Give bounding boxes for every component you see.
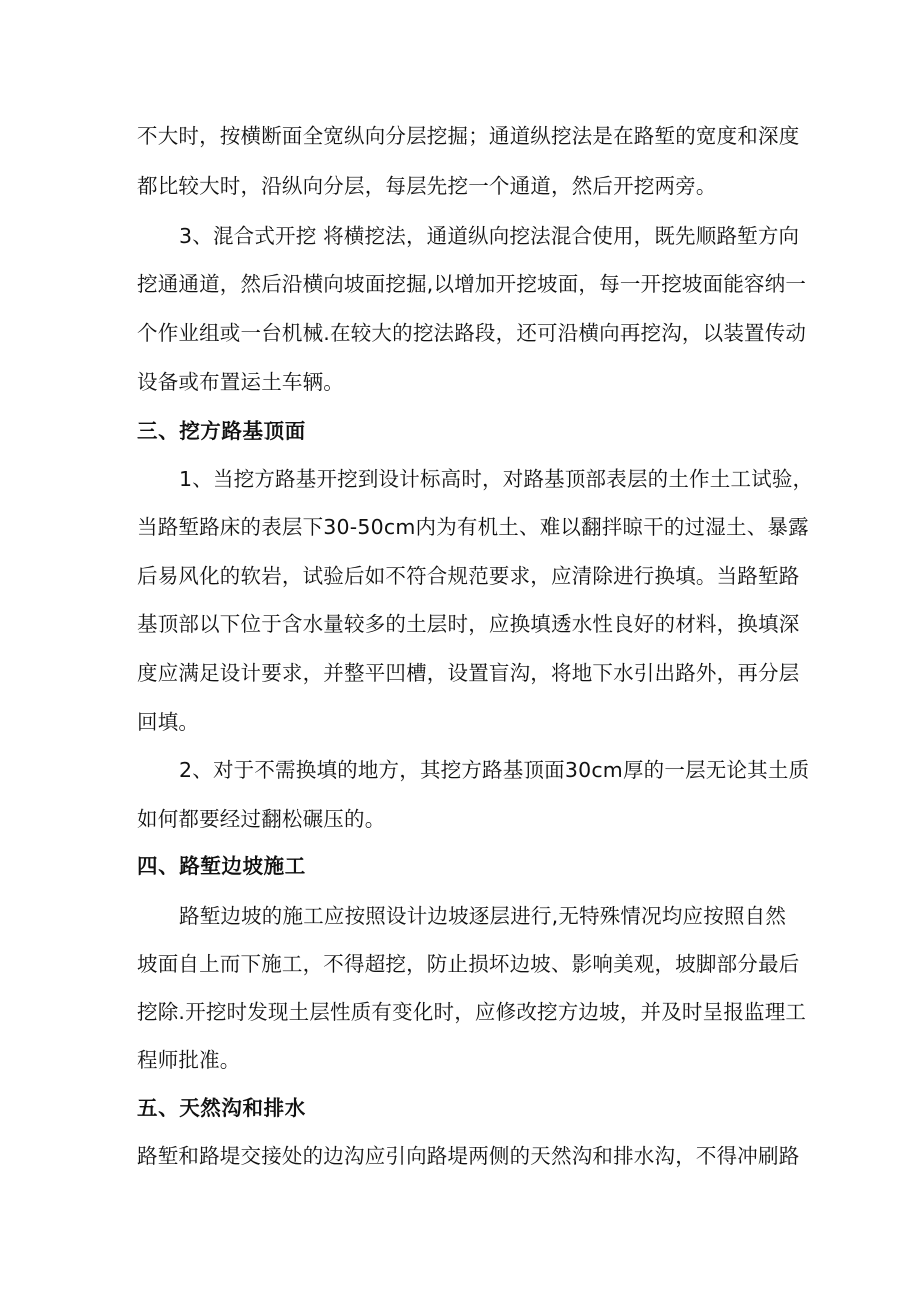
- paragraph-line: 1、当挖方路基开挖到设计标高时，对路基顶部表层的土作土工试验，: [179, 467, 814, 491]
- paragraph-line: 回填。: [137, 710, 200, 734]
- paragraph-line: 不大时，按横断面全宽纵向分层挖掘；通道纵挖法是在路堑的宽度和深度: [137, 124, 800, 148]
- section-heading: 三、挖方路基顶面: [137, 419, 306, 443]
- paragraph-line: 个作业组或一台机械.在较大的挖法路段，还可沿横向再挖沟，以装置传动: [137, 321, 807, 345]
- paragraph-line: 基顶部以下位于含水量较多的土层时，应换填透水性良好的材料，换填深: [137, 612, 800, 636]
- paragraph-line: 都比较大时，沿纵向分层，每层先挖一个通道，然后开挖两旁。: [137, 174, 717, 198]
- section-heading: 四、路堑边坡施工: [137, 854, 306, 878]
- paragraph-line: 程师批准。: [137, 1048, 241, 1072]
- paragraph-line: 路堑和路堤交接处的边沟应引向路堤两侧的天然沟和排水沟，不得冲刷路: [137, 1144, 800, 1168]
- section-heading: 五、天然沟和排水: [137, 1096, 306, 1120]
- paragraph-line: 坡面自上而下施工，不得超挖，防止损坏边坡、影响美观，坡脚部分最后: [137, 952, 800, 976]
- paragraph-line: 度应满足设计要求，并整平凹槽，设置盲沟，将地下水引出路外，再分层: [137, 661, 800, 685]
- paragraph-line: 挖通通道，然后沿横向坡面挖掘,以增加开挖坡面，每一开挖坡面能容纳一: [137, 272, 807, 296]
- paragraph-line: 如何都要经过翻松碾压的。: [137, 807, 386, 831]
- paragraph-line: 3、混合式开挖 将横挖法，通道纵向挖法混合使用，既先顺路堑方向: [179, 224, 800, 248]
- paragraph-line: 设备或布置运土车辆。: [137, 370, 344, 394]
- paragraph-line: 后易风化的软岩，试验后如不符合规范要求，应清除进行换填。当路堑路: [137, 564, 800, 588]
- paragraph-line: 2、对于不需换填的地方，其挖方路基顶面30cm厚的一层无论其土质: [179, 758, 810, 782]
- paragraph-line: 挖除.开挖时发现土层性质有变化时，应修改挖方边坡，并及时呈报监理工: [137, 1000, 807, 1024]
- paragraph-line: 当路堑路床的表层下30-50cm内为有机土、难以翻拌晾干的过湿土、暴露: [137, 515, 809, 539]
- paragraph-line: 路堑边坡的施工应按照设计边坡逐层进行,无特殊情况均应按照自然: [179, 904, 787, 928]
